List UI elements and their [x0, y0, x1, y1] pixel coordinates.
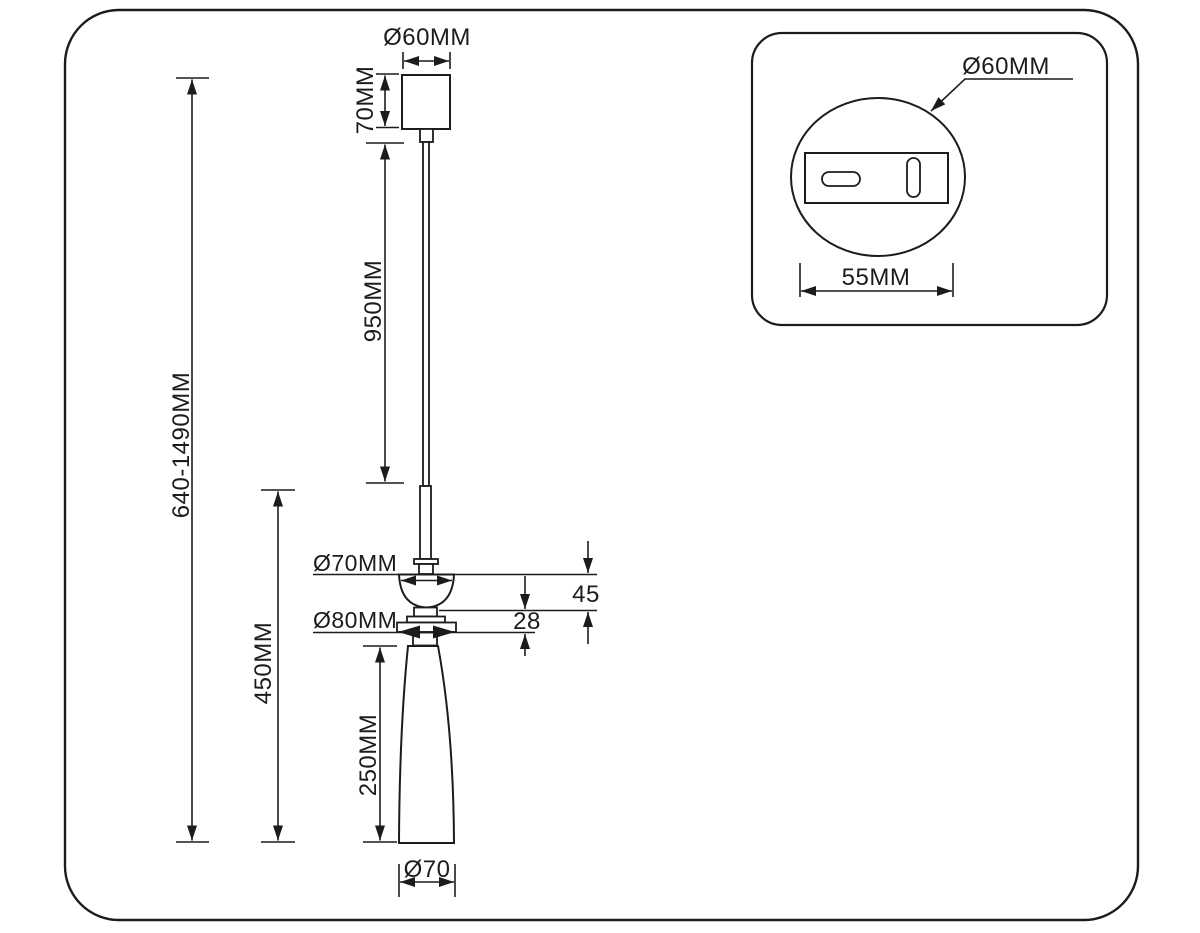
- canopy-height-label: 70MM: [352, 65, 379, 135]
- leader-line: [931, 79, 1073, 111]
- dim-socket-diameter: [313, 550, 597, 581]
- shade-height-label: 250MM: [355, 713, 382, 797]
- flange-disc: [397, 623, 456, 633]
- dim-bracket-width: [800, 263, 953, 297]
- plate-diameter-label: Ø60MM: [962, 53, 1050, 80]
- canopy: [402, 75, 450, 129]
- socket-height-label: 45: [572, 581, 600, 608]
- dim-flange-height: [513, 576, 541, 656]
- stem-neck: [419, 564, 433, 574]
- glass-shade: [399, 646, 454, 843]
- hanging-height-label: 450MM: [250, 621, 277, 705]
- stem-rod: [420, 486, 431, 559]
- cable-grip: [420, 129, 433, 142]
- dim-plate-diameter: [931, 53, 1073, 111]
- dim-overall-height: [168, 78, 209, 842]
- overall-height-label: 640-1490MM: [168, 371, 195, 519]
- socket-diameter-label: Ø70MM: [313, 550, 398, 576]
- shade-collar: [413, 633, 437, 646]
- socket-step: [407, 617, 445, 623]
- socket-dome: [399, 575, 454, 608]
- pendant-front-view: [397, 75, 456, 843]
- screw-slot-vertical: [907, 158, 920, 197]
- canopy-diameter-label: Ø60MM: [383, 24, 471, 51]
- bracket-width-label: 55MM: [841, 264, 911, 291]
- dim-cable-length: [360, 143, 404, 483]
- dim-canopy-height: [352, 66, 399, 135]
- shade-diameter-label: Ø70: [403, 856, 451, 883]
- dim-shade-height: [355, 646, 397, 842]
- socket-neck: [414, 608, 437, 617]
- flange-height-label: 28: [513, 608, 541, 635]
- dim-canopy-diameter: [383, 24, 471, 69]
- drawing-border: [65, 10, 1138, 920]
- flange-diameter-label: Ø80MM: [313, 607, 398, 633]
- detail-view-panel: [752, 33, 1107, 325]
- cable-length-label: 950MM: [360, 259, 387, 343]
- dim-socket-height: [572, 541, 600, 644]
- dim-hanging-height: [250, 490, 295, 842]
- dim-shade-diameter: [399, 856, 455, 897]
- suspension-cable: [423, 142, 429, 486]
- screw-slot-horizontal: [822, 172, 860, 186]
